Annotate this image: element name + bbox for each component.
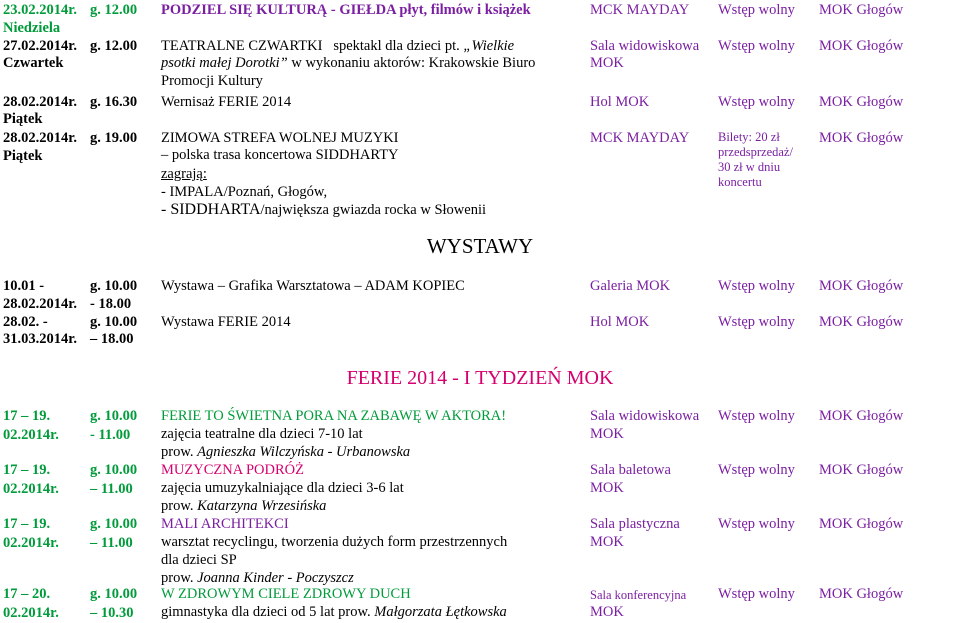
workshop-desc: zajęcia teatralne dla dzieci 7-10 lat — [161, 426, 363, 442]
event-tickets: przedsprzedaż/ — [718, 145, 793, 159]
exhibition-date: 10.01 - — [3, 278, 45, 294]
event-place-2: MOK — [590, 55, 624, 71]
exhibition-organizer: MOK Głogów — [819, 278, 904, 294]
workshop-place-2: MOK — [590, 480, 624, 496]
event-day: Niedziela — [3, 20, 61, 36]
event-performer: - IMPALA/Poznań, Głogów, — [161, 184, 328, 200]
event-date: 28.02.2014r. — [3, 94, 77, 110]
exhibition-time: g. 10.00 — [90, 278, 138, 294]
workshop-time: g. 10.00 — [90, 462, 138, 478]
event-place: MCK MAYDAY — [590, 2, 690, 18]
workshop-time: – 11.00 — [90, 481, 133, 497]
workshop-place: Sala baletowa — [590, 462, 671, 478]
workshop-entry: Wstęp wolny — [718, 408, 795, 424]
section-heading-ferie: FERIE 2014 - I TYDZIEŃ MOK — [346, 367, 614, 389]
workshop-date: 17 – 20. — [3, 586, 51, 602]
workshop-date: 02.2014r. — [3, 481, 59, 497]
workshop-leader-label: prow. — [161, 498, 194, 514]
workshop-time: – 10.30 — [90, 605, 134, 621]
event-tickets: koncertu — [718, 175, 762, 189]
workshop-time: g. 10.00 — [90, 408, 138, 424]
event-organizer: MOK Głogów — [819, 38, 904, 54]
workshop-place: Sala konferencyjna — [590, 588, 687, 602]
event-time: g. 19.00 — [90, 130, 138, 146]
event-title-play2: psotki małej Dorotki” — [161, 55, 288, 71]
workshop-time: - 11.00 — [90, 427, 131, 443]
workshop-title: MUZYCZNA PODRÓŻ — [161, 462, 304, 478]
exhibition-title: Wystawa FERIE 2014 — [161, 314, 291, 330]
event-entry: Wstęp wolny — [718, 38, 795, 54]
exhibition-place: Galeria MOK — [590, 278, 671, 294]
workshop-place-2: MOK — [590, 534, 624, 550]
workshop-leader-name: Katarzyna Wrzesińska — [197, 498, 327, 514]
exhibition-date: 28.02.2014r. — [3, 296, 77, 312]
workshop-place-2: MOK — [590, 604, 624, 620]
event-performer — [161, 201, 486, 219]
workshop-desc: zajęcia umuzykalniające dla dzieci 3-6 lat — [161, 480, 404, 496]
event-performer-note: /największa gwiazda rocka w Słowenii — [260, 202, 487, 218]
exhibition-place: Hol MOK — [590, 314, 650, 330]
workshop-time: g. 10.00 — [90, 516, 138, 532]
workshop-leader-name: Małgorzata Łętkowska — [374, 604, 507, 620]
workshop-leader — [161, 498, 326, 515]
event-place: MCK MAYDAY — [590, 130, 690, 146]
event-title: ZIMOWA STREFA WOLNEJ MUZYKI — [161, 130, 399, 146]
workshop-leader-label: prow. — [161, 570, 194, 586]
workshop-title: MALI ARCHITEKCI — [161, 516, 289, 532]
workshop-organizer: MOK Głogów — [819, 462, 904, 478]
workshop-place-2: MOK — [590, 426, 624, 442]
event-title-play: „Wielkie — [463, 38, 515, 54]
event-title-sub: spektakl dla dzieci pt. — [333, 38, 460, 54]
workshop-leader — [161, 570, 354, 587]
exhibition-organizer: MOK Głogów — [819, 314, 904, 330]
event-title: Wernisaż FERIE 2014 — [161, 94, 292, 110]
event-time: g. 12.00 — [90, 38, 138, 54]
workshop-date: 02.2014r. — [3, 427, 59, 443]
workshop-desc-2: dla dzieci SP — [161, 552, 237, 568]
workshop-desc: warsztat recyclingu, tworzenia dużych form przestrzennych — [161, 534, 508, 550]
event-date: 28.02.2014r. — [3, 130, 77, 146]
workshop-date: 17 – 19. — [3, 408, 51, 424]
workshop-entry: Wstęp wolny — [718, 516, 795, 532]
workshop-time: g. 10.00 — [90, 586, 138, 602]
event-title: PODZIEL SIĘ KULTURĄ - GIEŁDA płyt, filmów i książek — [161, 2, 531, 18]
event-title-main: TEATRALNE CZWARTKI — [161, 38, 323, 54]
event-performers-label: zagrają: — [161, 166, 207, 182]
workshop-date: 02.2014r. — [3, 535, 59, 551]
workshop-date: 02.2014r. — [3, 605, 59, 621]
event-entry: Wstęp wolny — [718, 2, 795, 18]
event-place: Hol MOK — [590, 94, 650, 110]
event-time: g. 12.00 — [90, 2, 138, 18]
workshop-leader-name: Agnieszka Wilczyńska - Urbanowska — [197, 444, 411, 460]
event-subtitle: – polska trasa koncertowa SIDDHARTY — [161, 147, 399, 163]
exhibition-time: g. 10.00 — [90, 314, 138, 330]
workshop-place: Sala widowiskowa — [590, 408, 700, 424]
workshop-desc-text: gimnastyka dla dzieci od 5 lat prow. — [161, 604, 371, 620]
exhibition-time: - 18.00 — [90, 296, 132, 312]
event-title-line3: Promocji Kultury — [161, 73, 263, 89]
event-day: Czwartek — [3, 55, 64, 71]
event-performer-name: - SIDDHARTA — [161, 201, 261, 218]
exhibition-title: Wystawa – Grafika Warsztatowa – ADAM KOPIEC — [161, 278, 465, 294]
workshop-date: 17 – 19. — [3, 516, 51, 532]
event-title-cast: w wykonaniu aktorów: Krakowskie Biuro — [291, 55, 536, 71]
workshop-organizer: MOK Głogów — [819, 516, 904, 532]
workshop-organizer: MOK Głogów — [819, 408, 904, 424]
workshop-entry: Wstęp wolny — [718, 462, 795, 478]
event-title-line2 — [161, 55, 535, 72]
workshop-place: Sala plastyczna — [590, 516, 680, 532]
event-organizer: MOK Głogów — [819, 2, 904, 18]
exhibition-entry: Wstęp wolny — [718, 314, 795, 330]
exhibition-date: 28.02. - — [3, 314, 48, 330]
event-day: Piątek — [3, 111, 43, 127]
workshop-time: – 11.00 — [90, 535, 133, 551]
workshop-entry: Wstęp wolny — [718, 586, 795, 602]
exhibition-entry: Wstęp wolny — [718, 278, 795, 294]
section-heading-wystawy: WYSTAWY — [426, 234, 534, 258]
event-place: Sala widowiskowa — [590, 38, 700, 54]
workshop-desc — [161, 604, 507, 621]
exhibition-time: – 18.00 — [90, 331, 134, 347]
event-entry: Wstęp wolny — [718, 94, 795, 110]
event-time: g. 16.30 — [90, 94, 138, 110]
event-title — [161, 38, 514, 55]
workshop-leader-label: prow. — [161, 444, 194, 460]
workshop-leader-name: Joanna Kinder - Poczyszcz — [197, 570, 354, 586]
workshop-organizer: MOK Głogów — [819, 586, 904, 602]
workshop-title: W ZDROWYM CIELE ZDROWY DUCH — [161, 586, 411, 602]
workshop-leader — [161, 444, 410, 461]
event-day: Piątek — [3, 148, 43, 164]
event-tickets: Bilety: 20 zł — [718, 130, 780, 144]
event-date: 27.02.2014r. — [3, 38, 77, 54]
event-date: 23.02.2014r. — [3, 2, 77, 18]
workshop-date: 17 – 19. — [3, 462, 51, 478]
event-organizer: MOK Głogów — [819, 130, 904, 146]
event-organizer: MOK Głogów — [819, 94, 904, 110]
workshop-title: FERIE TO ŚWIETNA PORA NA ZABAWĘ W AKTORA! — [161, 408, 507, 424]
exhibition-date: 31.03.2014r. — [3, 331, 77, 347]
event-tickets: 30 zł w dniu — [718, 160, 781, 174]
